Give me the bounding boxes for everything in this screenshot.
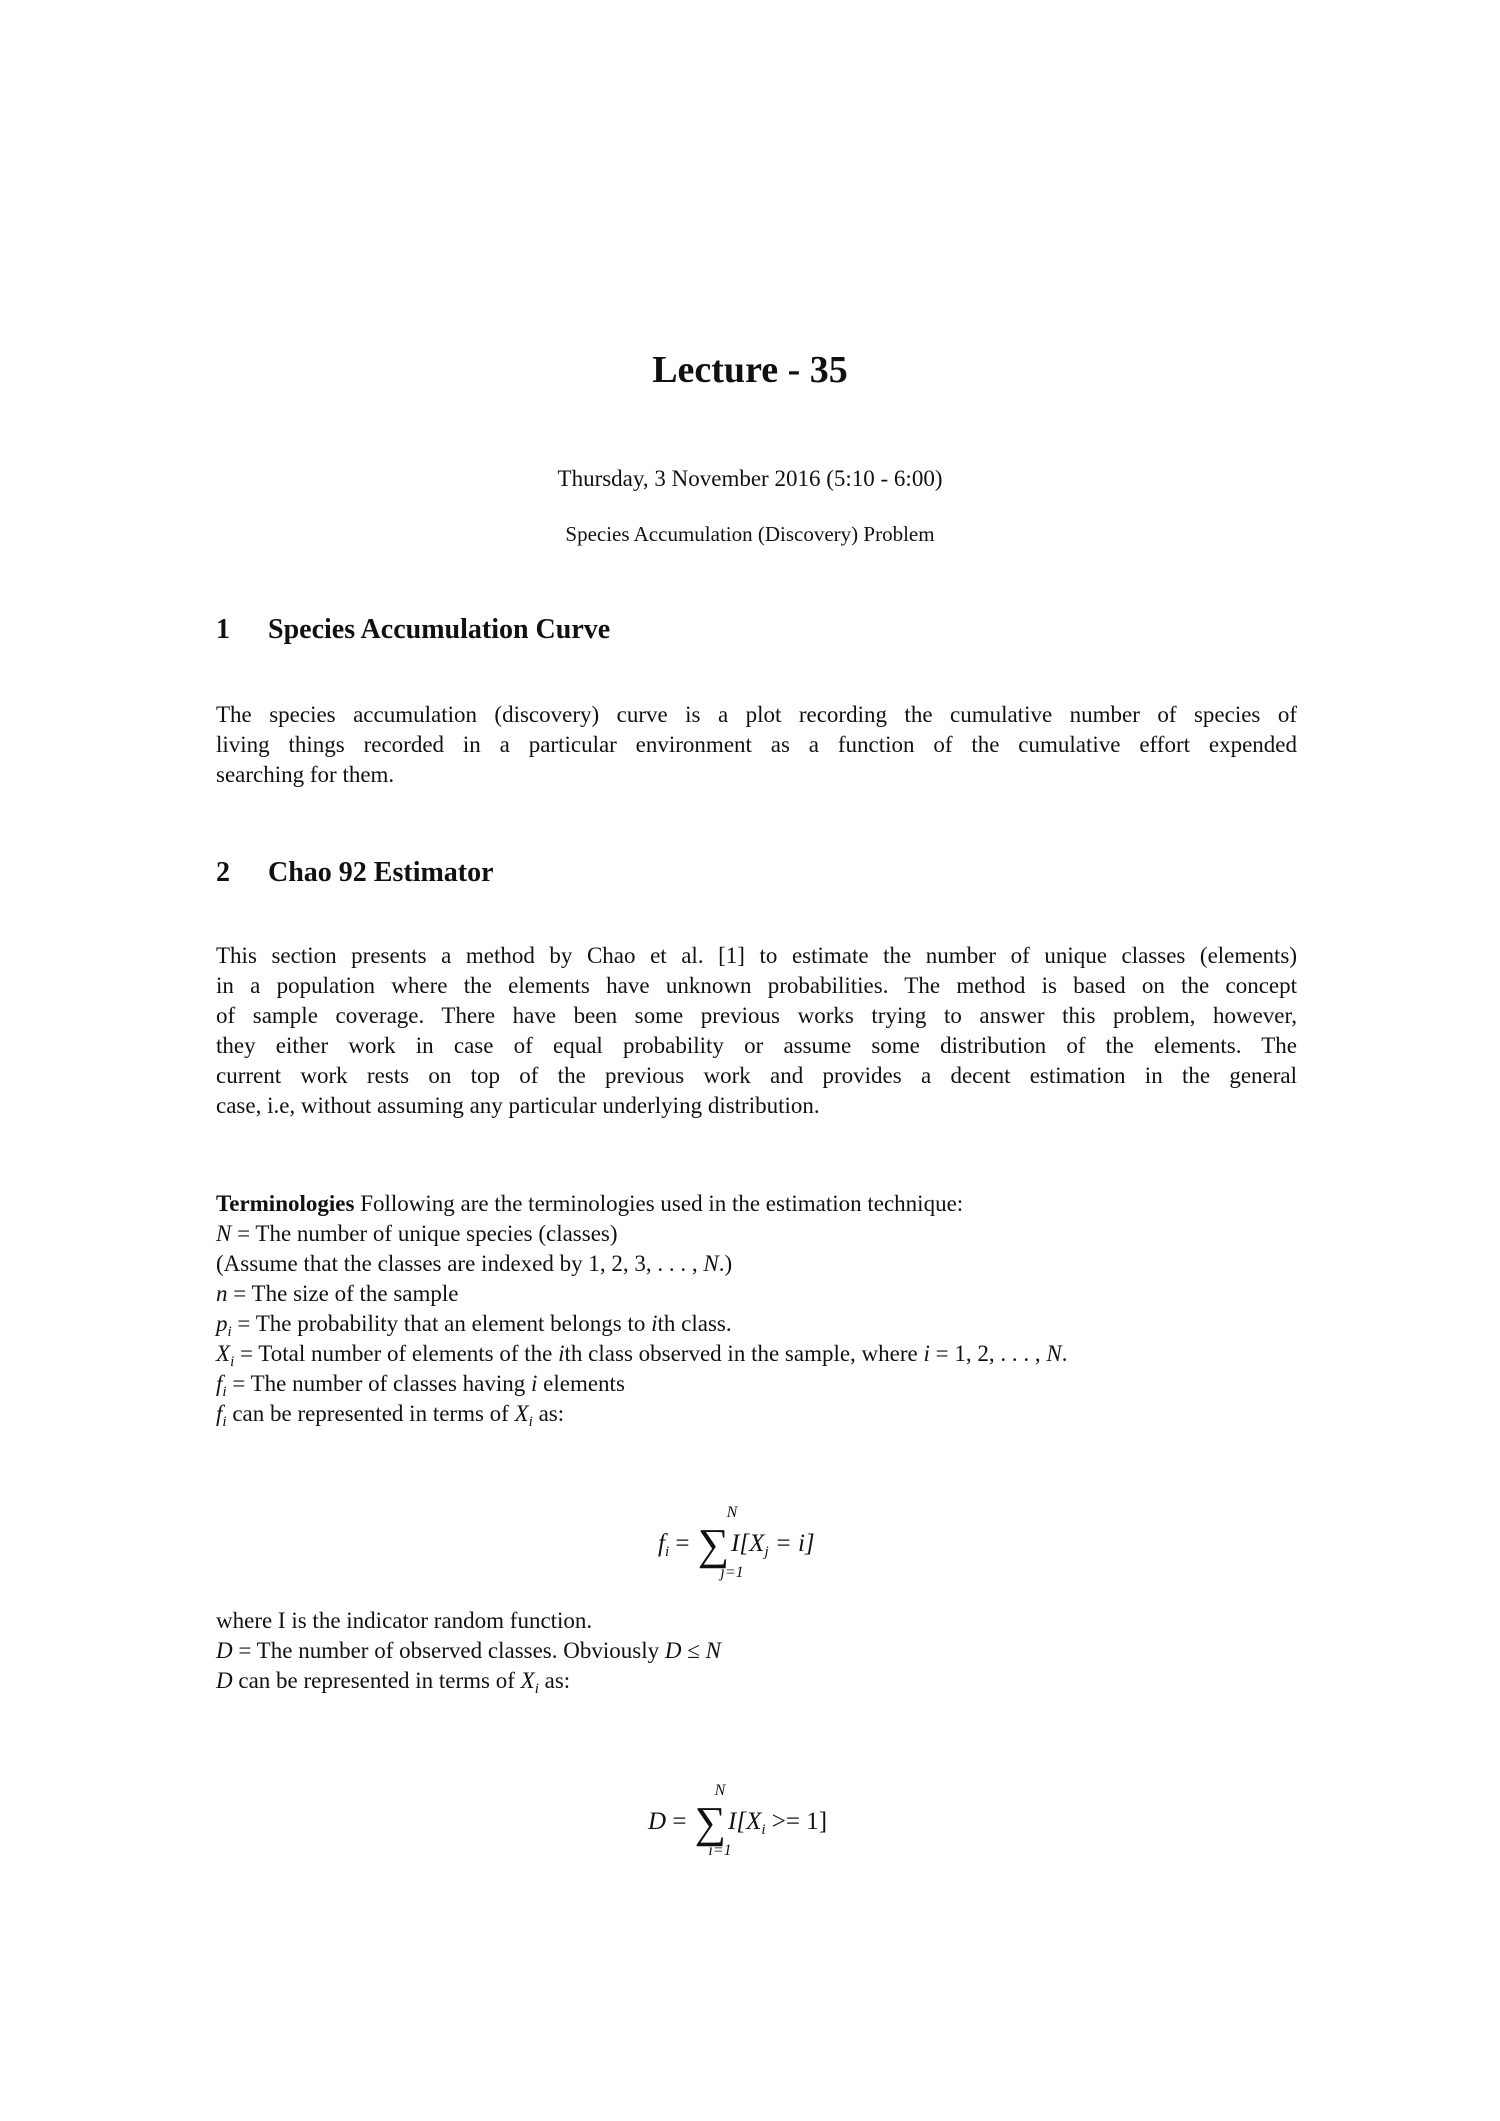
text: (Assume that the classes are indexed by 1, 2, 3, . . . , <box>216 1251 704 1276</box>
section-2-heading <box>216 857 494 889</box>
text: .) <box>718 1251 733 1276</box>
text: can be represented in terms of <box>226 1401 515 1426</box>
definition-D <box>216 1636 1297 1666</box>
D-representation-note <box>216 1666 1297 1696</box>
equals: = <box>666 1808 693 1835</box>
summation-icon: ∑ <box>697 1520 730 1569</box>
text: th class. <box>657 1311 732 1336</box>
symbol: X <box>216 1341 231 1366</box>
summation-icon: ∑ <box>694 1798 727 1847</box>
text: = 1, 2, . . . , <box>929 1341 1047 1366</box>
symbol: N <box>705 1638 721 1663</box>
indicator: I[X <box>731 1530 765 1557</box>
section-title: Species Accumulation Curve <box>268 614 611 645</box>
paragraph-line: This section presents a method by Chao et al. [1] to estimate the number of unique classes (elements) <box>216 943 1297 968</box>
text: = The size of the sample <box>227 1281 459 1306</box>
sum-lower-limit: i=1 <box>708 1842 732 1859</box>
terminologies-label: Terminologies <box>216 1191 355 1216</box>
subscript: i <box>222 1414 227 1430</box>
page-title: Lecture - 35 <box>652 349 848 391</box>
lecture-date: Thursday, 3 November 2016 (5:10 - 6:00) <box>557 466 943 491</box>
text: = The number of observed classes. Obviously <box>232 1638 665 1663</box>
subscript: i <box>230 1354 235 1370</box>
section-number: 2 <box>216 857 230 888</box>
symbol: f <box>216 1401 223 1426</box>
symbol: i <box>531 1371 538 1396</box>
symbol: X <box>514 1401 529 1426</box>
symbol: i <box>651 1311 658 1336</box>
paragraph-line: case, i.e, without assuming any particular underlying distribution. <box>216 1093 820 1118</box>
definition-n <box>216 1279 1297 1309</box>
section-title: Chao 92 Estimator <box>268 857 494 888</box>
symbol: p <box>216 1311 228 1336</box>
definition-X <box>216 1339 1297 1369</box>
symbol: n <box>216 1281 228 1306</box>
symbol: i <box>558 1341 565 1366</box>
equals: = <box>669 1530 696 1557</box>
formula-expression <box>658 1520 815 1569</box>
paragraph-line: of sample coverage. There have been some previous works trying to answer this problem, however, <box>216 1003 1297 1028</box>
subscript: i <box>528 1414 533 1430</box>
symbol: N <box>703 1251 719 1276</box>
text: th class observed in the sample, where <box>564 1341 924 1366</box>
formula-expression <box>648 1798 828 1847</box>
paragraph-line: in a population where the elements have unknown probabilities. The method is based on the concept <box>216 973 1297 998</box>
leq: ≤ <box>681 1638 706 1663</box>
formula-f-i <box>0 1500 1500 1590</box>
text: as: <box>538 1668 571 1693</box>
paragraph-line: The species accumulation (discovery) curve is a plot recording the cumulative number of species of <box>216 702 1297 727</box>
text: can be represented in terms of <box>232 1668 521 1693</box>
indicator-rest: = i] <box>768 1530 815 1557</box>
formula-D <box>0 1778 1500 1868</box>
text: = The probability that an element belongs to <box>231 1311 652 1336</box>
text: = Total number of elements of the <box>234 1341 559 1366</box>
text: as: <box>532 1401 565 1426</box>
subscript: i <box>664 1544 670 1560</box>
sum-upper-limit: N <box>714 1782 726 1799</box>
text: = The number of classes having <box>226 1371 532 1396</box>
sum-upper-limit: N <box>726 1504 738 1521</box>
definition-N <box>216 1219 1297 1249</box>
f-representation-note <box>216 1399 1297 1429</box>
paragraph-line: they either work in case of equal probability or assume some distribution of the elements. The <box>216 1033 1297 1058</box>
symbol: f <box>658 1530 665 1557</box>
symbol: i <box>923 1341 930 1366</box>
text: . <box>1061 1341 1068 1366</box>
paragraph-line: living things recorded in a particular environment as a function of the cumulative effort expended <box>216 732 1297 757</box>
subscript: i <box>534 1681 539 1697</box>
symbol: f <box>216 1371 223 1396</box>
subscript: i <box>227 1324 232 1340</box>
section-number: 1 <box>216 614 230 645</box>
symbol: D <box>216 1638 233 1663</box>
assumption-note <box>216 1249 1297 1279</box>
symbol: D <box>216 1668 233 1693</box>
symbol: D <box>664 1638 682 1663</box>
terminologies-intro <box>216 1189 1297 1219</box>
definition-f <box>216 1369 1297 1399</box>
section-1-heading <box>216 614 610 646</box>
paragraph-line: searching for them. <box>216 762 395 787</box>
subscript: i <box>761 1822 766 1838</box>
text: Following are the terminologies used in the estimation technique: <box>354 1191 964 1216</box>
text: = The number of unique species (classes) <box>231 1221 618 1246</box>
definition-p <box>216 1309 1297 1339</box>
symbol: N <box>216 1221 232 1246</box>
symbol: N <box>1046 1341 1062 1366</box>
symbol: X <box>520 1668 535 1693</box>
indicator-rest: >= 1] <box>765 1808 828 1835</box>
text: elements <box>537 1371 625 1396</box>
sum-lower-limit: j=1 <box>720 1564 744 1581</box>
subscript: j <box>764 1544 769 1560</box>
indicator: I[X <box>728 1808 762 1835</box>
indicator-note: where I is the indicator random function. <box>216 1608 593 1633</box>
subscript: i <box>222 1384 227 1400</box>
lecture-subtitle: Species Accumulation (Discovery) Problem <box>565 522 935 546</box>
symbol: D <box>648 1808 667 1835</box>
paragraph-line: current work rests on top of the previous work and provides a decent estimation in the general <box>216 1063 1297 1088</box>
